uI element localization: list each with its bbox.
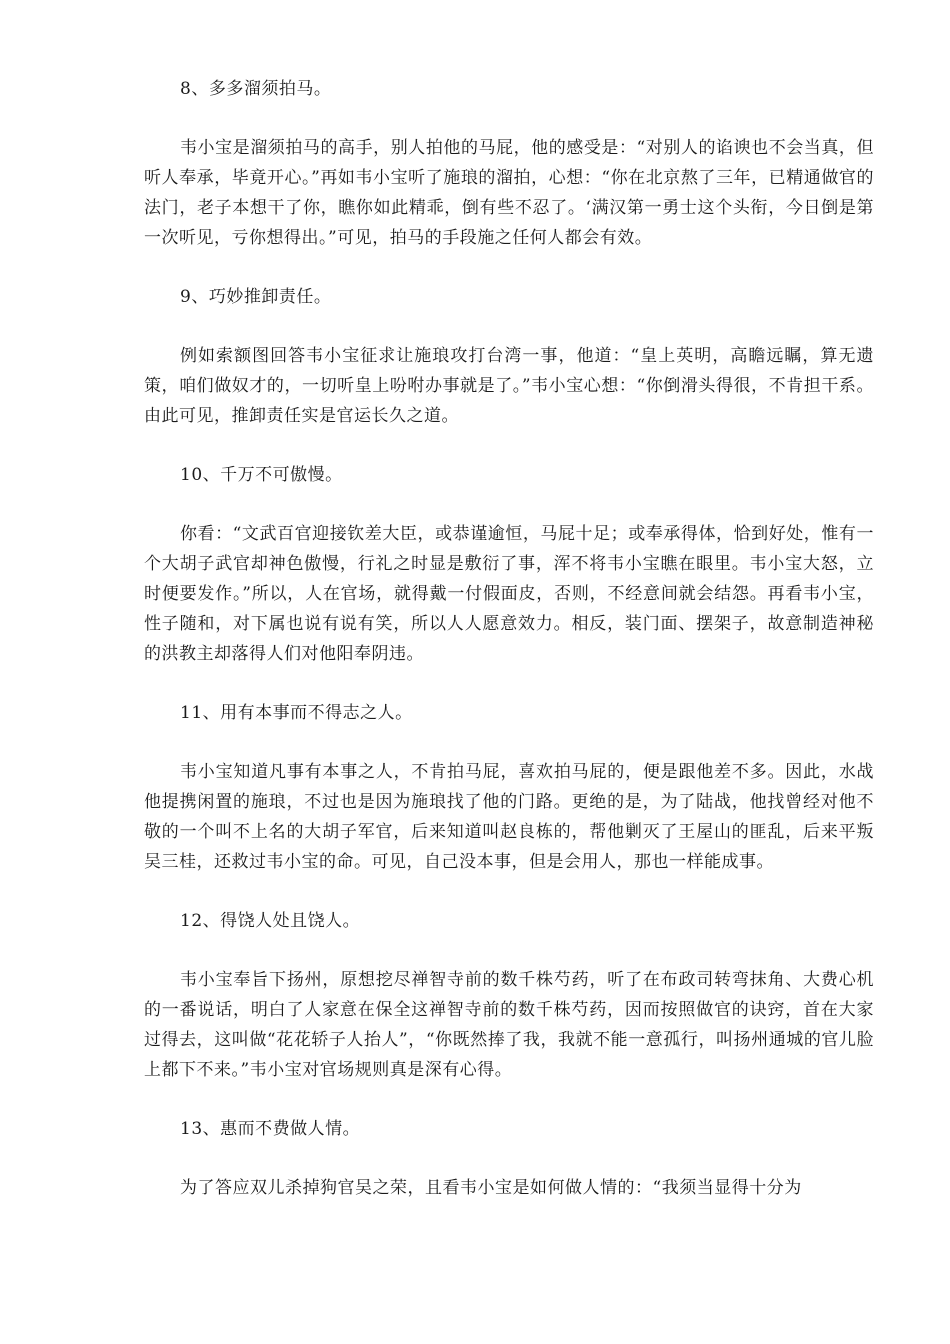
section-paragraph: 例如索额图回答韦小宝征求让施琅攻打台湾一事，他道：“皇上英明，高瞻远瞩，算无遗策，咱们做奴才的，一切听皇上吩咐办事就是了。”韦小宝心想：“你倒滑头得很，不肯担干系。由此可见，推卸责任实是官运长久之道。 [144, 346, 874, 426]
section-13 [144, 1114, 874, 1203]
section-8 [144, 74, 874, 253]
section-heading: 12、得饶人处且饶人。 [180, 911, 361, 931]
section-paragraph: 韦小宝奉旨下扬州，原想挖尽禅智寺前的数千株芍药，听了在布政司转弯抹角、大费心机的一番说话，明白了人家意在保全这禅智寺前的数千株芍药，因而按照做官的诀窍，首在大家过得去，这叫做“花花轿子人抬人”，“你既然捧了我，我就不能一意孤行，叫扬州通城的官儿脸上都下不来。”韦小宝对官场规则真是深有心得。 [144, 970, 874, 1080]
section-heading: 13、惠而不费做人情。 [180, 1119, 361, 1139]
section-heading: 8、多多溜须拍马。 [180, 79, 332, 99]
section-12 [144, 906, 874, 1085]
section-10 [144, 460, 874, 669]
section-heading: 9、巧妙推卸责任。 [180, 287, 332, 307]
section-heading: 11、用有本事而不得志之人。 [180, 703, 413, 723]
section-paragraph: 韦小宝知道凡事有本事之人，不肯拍马屁，喜欢拍马屁的，便是跟他差不多。因此，水战他提携闲置的施琅，不过也是因为施琅找了他的门路。更绝的是，为了陆战，他找曾经对他不敬的一个叫不上名的大胡子军官，后来知道叫赵良栋的，帮他剿灭了王屋山的匪乱，后来平叛吴三桂，还救过韦小宝的命。可见，自己没本事，但是会用人，那也一样能成事。 [144, 762, 874, 872]
section-heading: 10、千万不可傲慢。 [180, 465, 343, 485]
section-11 [144, 698, 874, 877]
section-paragraph: 为了答应双儿杀掉狗官吴之荣，且看韦小宝是如何做人情的：“我须当显得十分为 [180, 1178, 802, 1198]
section-paragraph: 你看：“文武百官迎接钦差大臣，或恭谨逾恒，马屁十足；或奉承得体，恰到好处，惟有一个大胡子武官却神色傲慢，行礼之时显是敷衍了事，浑不将韦小宝瞧在眼里。韦小宝大怒，立时便要发作。”所以，人在官场，就得戴一付假面皮，否则，不经意间就会结怨。再看韦小宝，性子随和，对下属也说有说有笑，所以人人愿意效力。相反，装门面、摆架子，故意制造神秘的洪教主却落得人们对他阳奉阴违。 [144, 524, 874, 664]
section-paragraph: 韦小宝是溜须拍马的高手，别人拍他的马屁，他的感受是：“对别人的谄谀也不会当真，但听人奉承，毕竟开心。”再如韦小宝听了施琅的溜拍，心想：“你在北京熬了三年，已精通做官的法门，老子本想干了你，瞧你如此精乖，倒有些不忍了。‘满汉第一勇士这个头衔，今日倒是第一次听见，亏你想得出。”可见，拍马的手段施之任何人都会有效。 [144, 138, 874, 248]
document-page [144, 74, 874, 1232]
section-9 [144, 282, 874, 431]
